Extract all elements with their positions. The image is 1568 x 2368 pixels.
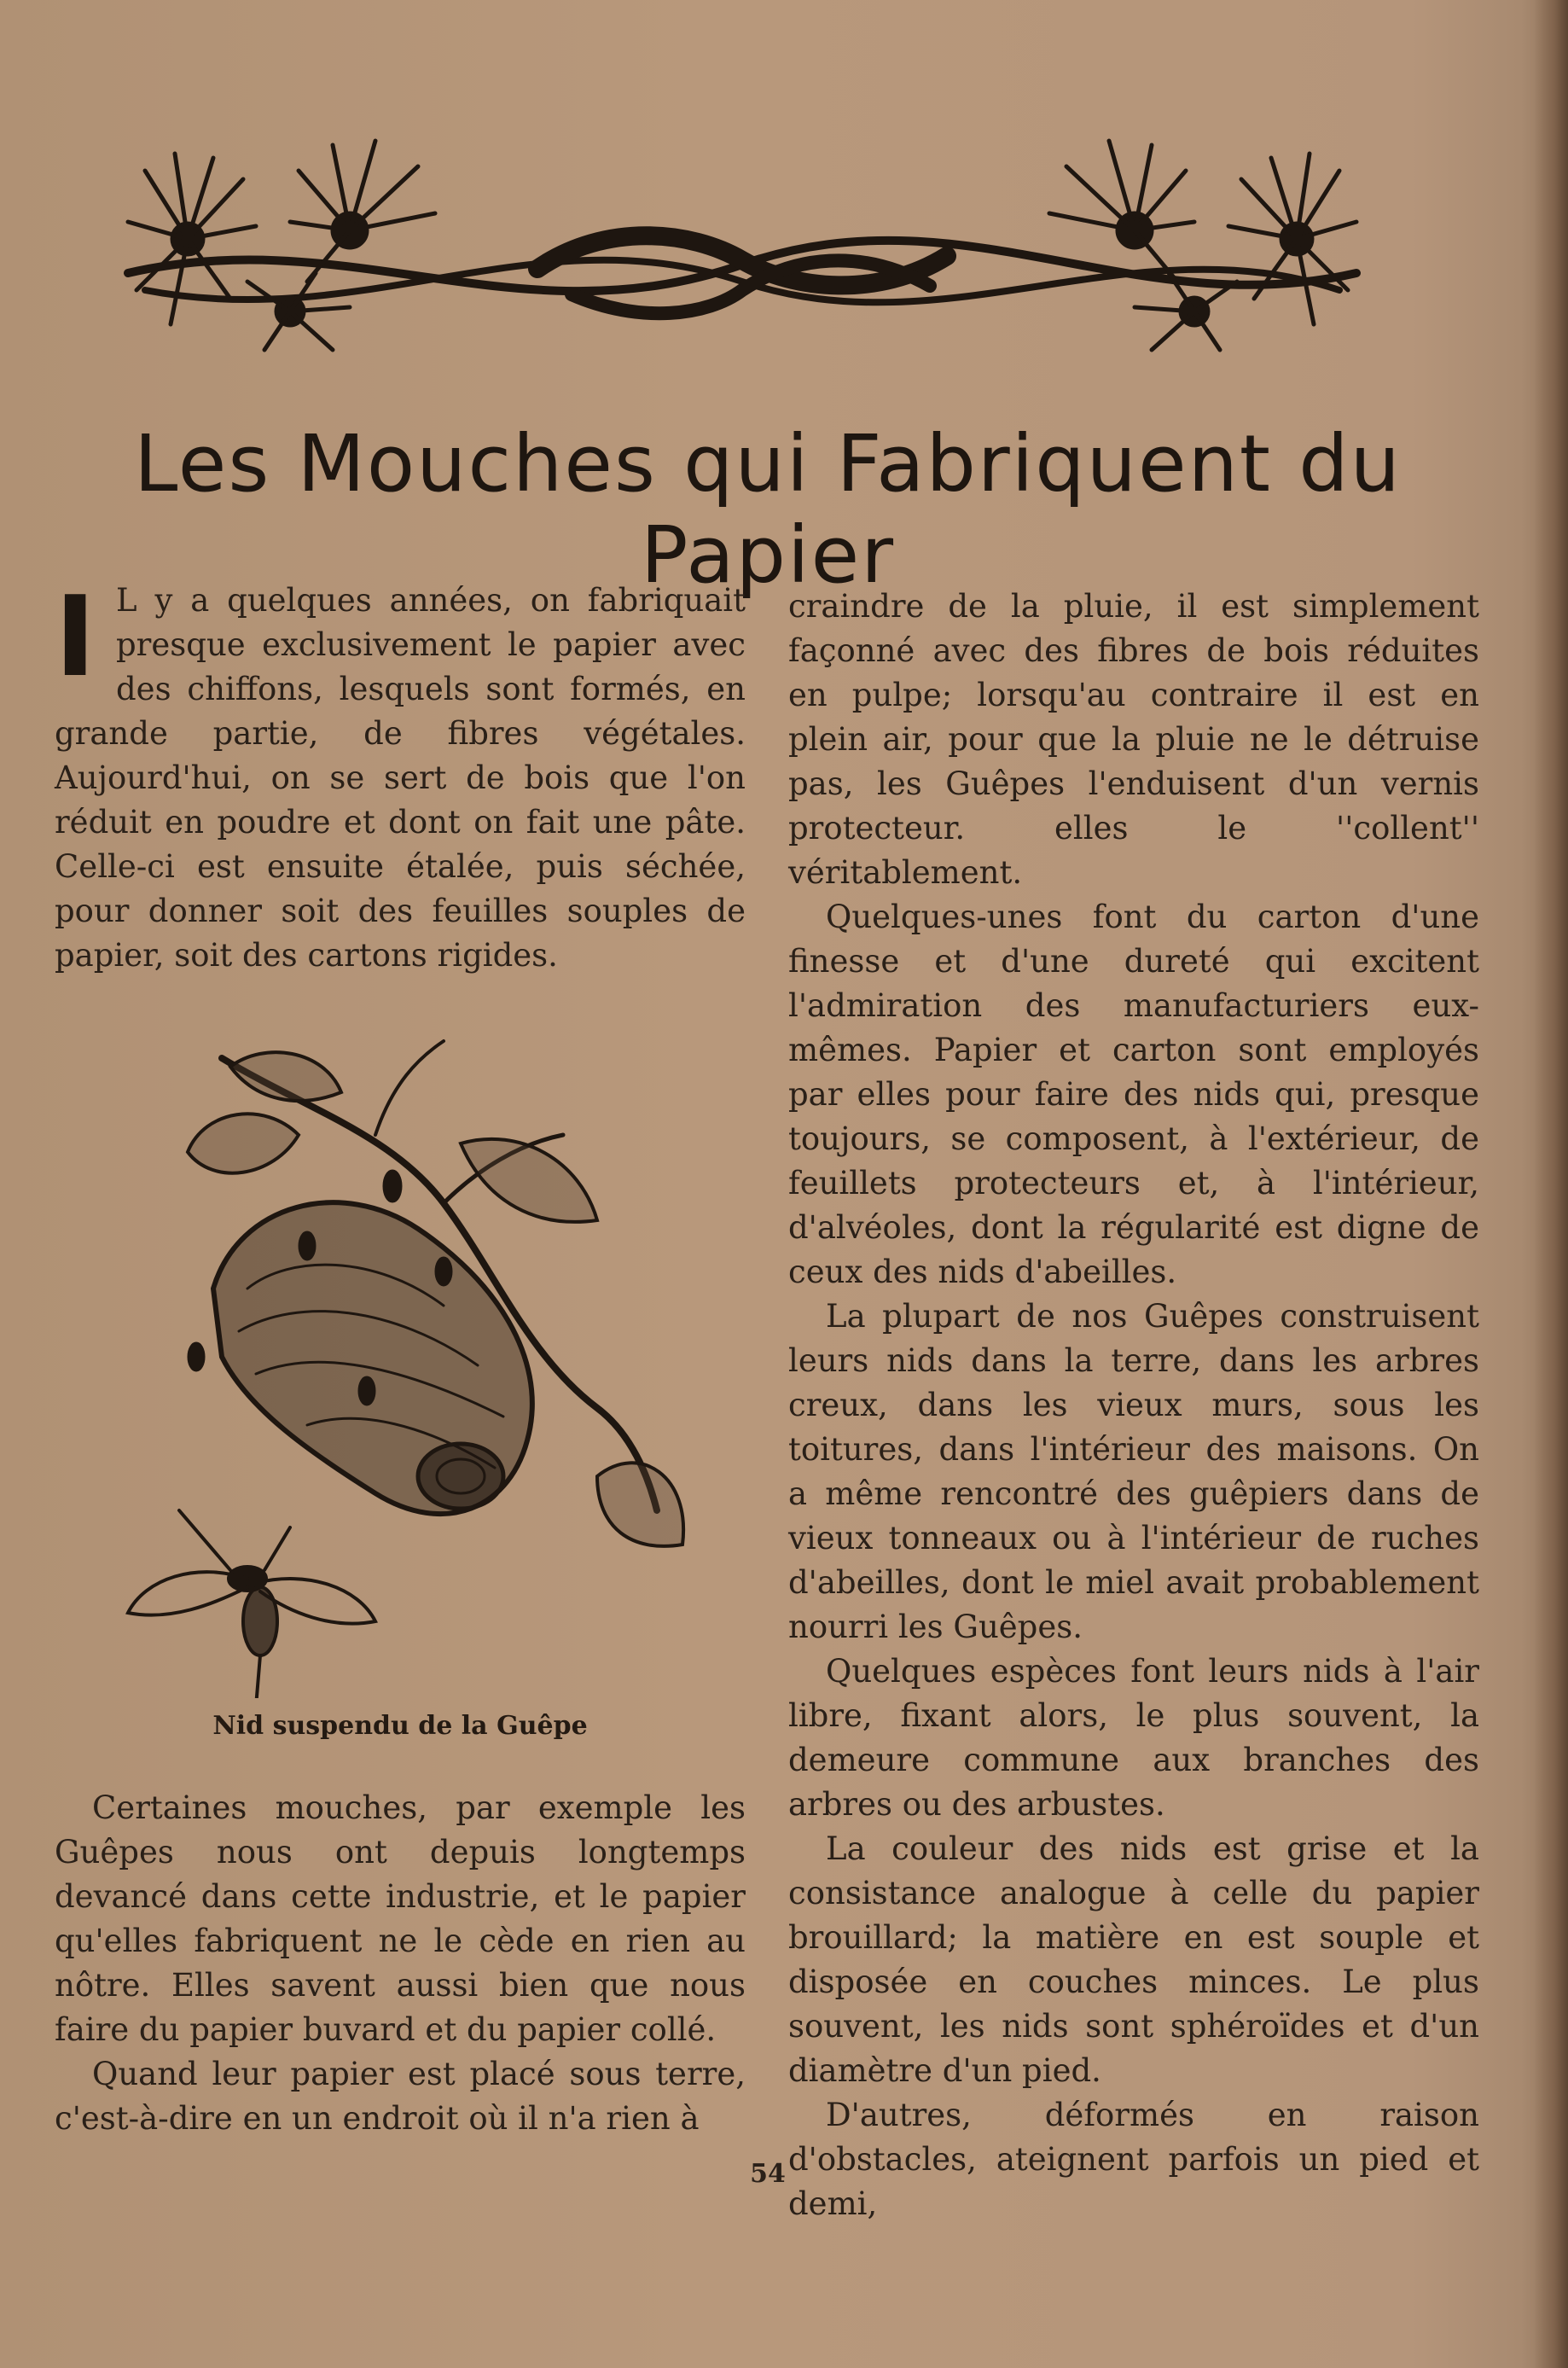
- paragraph-deformed-nests: D'autres, déformés en raison d'obstacles, ateignent parfois un pied et demi,: [788, 2097, 1479, 2222]
- paragraph-continued: craindre de la pluie, il est simplement façonné avec des fibres de bois réduites en pulpe; lorsqu'au contraire il est en plein air, pour que la pluie ne le détruise pas, les Guêpes l'enduisent d'un vernis protecteur. elles le ''collent'' véritablement.: [788, 588, 1479, 891]
- figure-caption: Nid suspendu de la Guêpe: [212, 1711, 588, 1741]
- right-column: [788, 585, 1479, 2226]
- wasp-nest-illustration: [119, 1033, 700, 1698]
- paragraph-wasps-industry: Certaines mouches, par exemple les Guêpes nous ont depuis longtemps devancé dans cette industrie, et le papier qu'elles fabriquent ne le cède en rien au nôtre. Elles savent aussi bien que nous faire du papier buvard et du papier collé.: [55, 1789, 746, 2048]
- floral-ornament-header: [94, 119, 1391, 367]
- article-title: Les Mouches qui Fabriquent du Papier: [134, 418, 1402, 601]
- paragraph-nest-locations: La plupart de nos Guêpes construisent leurs nids dans la terre, dans les arbres creux, dans les vieux murs, sous les toitures, dans l'intérieur des maisons. On a même rencontré des guêpiers dans de vieux tonneaux ou à l'intérieur de ruches d'abeilles, dont le miel avait probablement nourri les Guêpes.: [788, 1298, 1479, 1645]
- drop-cap: I: [55, 572, 96, 701]
- paragraph-carton: Quelques-unes font du carton d'une finesse et d'une dureté qui excitent l'admiration des manufacturiers eux-mêmes. Papier et carton sont employés par elles pour faire des nids qui, presque toujours, se composent, à l'extérieur, de feuillets protecteurs et, à l'intérieur, d'alvéoles, dont la régularité est digne de ceux des nids d'abeilles.: [788, 899, 1479, 1290]
- paragraph-under-ground: Quand leur papier est placé sous terre, c'est-à-dire en un endroit où il n'a rien à: [55, 2056, 746, 2137]
- paragraph-intro: L y a quelques années, on fabriquait presque exclusivement le papier avec des chiffons, lesquels sont formés, en grande partie, de fibres végétales. Aujourd'hui, on se sert de bois que l'on réduit en poudre et dont on fait une pâte. Celle-ci est ensuite étalée, puis séchée, pour donner soit des feuilles souples de papier, soit des cartons rigides.: [55, 582, 746, 974]
- left-column-top: [55, 572, 746, 978]
- paragraph-nest-color: La couleur des nids est grise et la consistance analogue à celle du papier brouillard; la matière en est souple et disposée en couches minces. Le plus souvent, les nids sont sphéroïdes et d'un diamètre d'un pied.: [788, 1830, 1479, 2089]
- page-edge-shadow: [1534, 0, 1568, 2368]
- paragraph-open-air: Quelques espèces font leurs nids à l'air libre, fixant alors, le plus souvent, la demeure commune aux branches des arbres ou des arbustes.: [788, 1653, 1479, 1823]
- left-column-bottom: [55, 1786, 746, 2141]
- page-number: 54: [750, 2159, 786, 2189]
